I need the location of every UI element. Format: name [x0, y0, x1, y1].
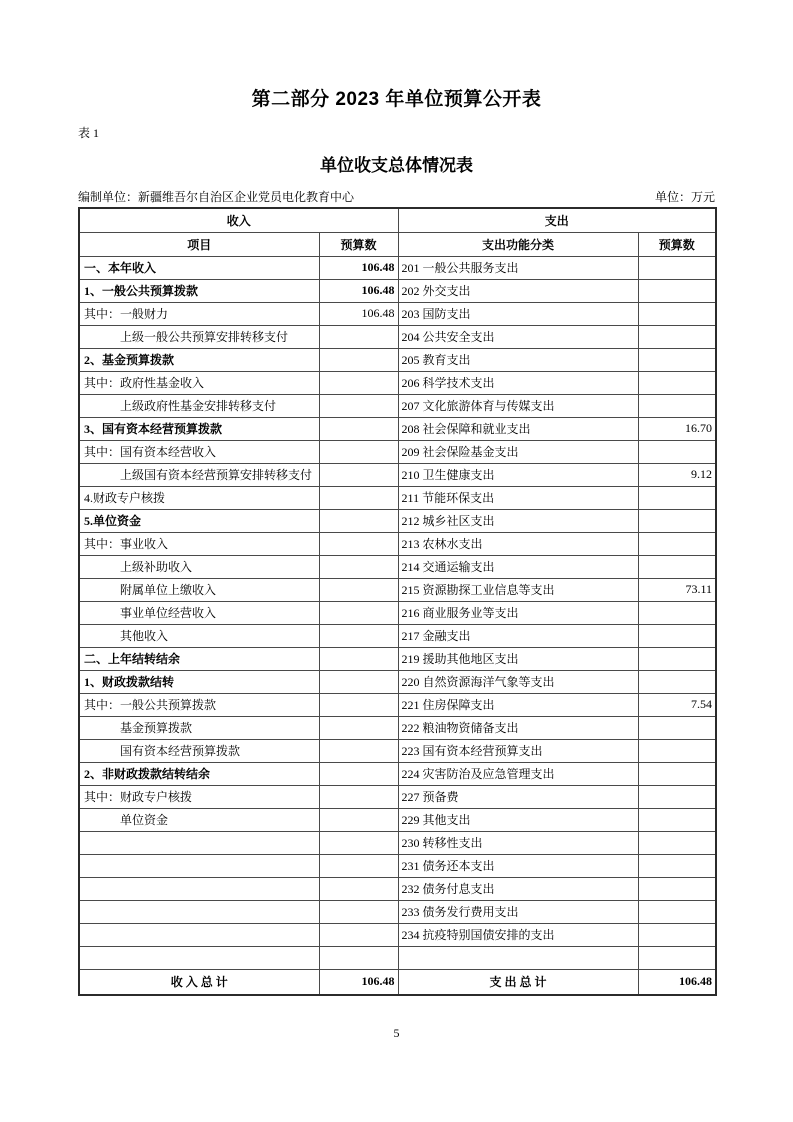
expense-category-cell: 203 国防支出	[398, 302, 638, 325]
income-budget-cell	[319, 946, 398, 969]
expense-category-cell: 219 援助其他地区支出	[398, 647, 638, 670]
income-budget-cell	[319, 440, 398, 463]
expense-budget-cell	[638, 831, 716, 854]
expense-category-cell: 209 社会保险基金支出	[398, 440, 638, 463]
income-budget-cell	[319, 463, 398, 486]
income-budget-cell	[319, 371, 398, 394]
income-budget-cell	[319, 578, 398, 601]
income-item-cell: 4.财政专户核拨	[79, 486, 319, 509]
expense-budget-cell	[638, 394, 716, 417]
total-row	[79, 969, 716, 995]
income-item-cell	[79, 946, 319, 969]
table-row	[79, 647, 716, 670]
expense-category-cell: 231 债务还本支出	[398, 854, 638, 877]
income-budget-cell: 106.48	[319, 256, 398, 279]
expense-category-cell: 211 节能环保支出	[398, 486, 638, 509]
expense-budget-cell	[638, 923, 716, 946]
income-budget-cell	[319, 394, 398, 417]
table-row	[79, 417, 716, 440]
expense-category-cell: 232 债务付息支出	[398, 877, 638, 900]
table-row	[79, 509, 716, 532]
income-budget-cell	[319, 716, 398, 739]
expense-category-cell: 221 住房保障支出	[398, 693, 638, 716]
table-row	[79, 716, 716, 739]
income-budget-cell	[319, 785, 398, 808]
income-item-cell	[79, 854, 319, 877]
income-item-cell: 其中：财政专户核拨	[79, 785, 319, 808]
expense-budget-cell	[638, 509, 716, 532]
income-item-cell: 1、财政拨款结转	[79, 670, 319, 693]
income-item-cell: 5.单位资金	[79, 509, 319, 532]
unit-note-label: 单位：万元	[654, 190, 715, 204]
expense-budget-cell	[638, 279, 716, 302]
expense-budget-cell	[638, 670, 716, 693]
expense-budget-cell	[638, 302, 716, 325]
income-budget-cell	[319, 693, 398, 716]
table-row	[79, 762, 716, 785]
expense-category-cell: 224 灾害防治及应急管理支出	[398, 762, 638, 785]
income-item-cell	[79, 831, 319, 854]
expense-total-value: 106.48	[638, 969, 716, 995]
expense-category-cell: 223 国有资本经营预算支出	[398, 739, 638, 762]
table-row	[79, 394, 716, 417]
expense-category-cell: 212 城乡社区支出	[398, 509, 638, 532]
income-budget-cell	[319, 647, 398, 670]
expense-budget-cell	[638, 854, 716, 877]
expense-budget-cell	[638, 601, 716, 624]
table-row	[79, 440, 716, 463]
expense-budget-cell	[638, 877, 716, 900]
income-budget-cell	[319, 808, 398, 831]
page-number: 5	[393, 1026, 400, 1040]
expense-budget-cell	[638, 762, 716, 785]
expense-category-cell: 213 农林水支出	[398, 532, 638, 555]
table-row	[79, 785, 716, 808]
income-item-cell: 2、非财政拨款结转结余	[79, 762, 319, 785]
income-budget-cell	[319, 900, 398, 923]
table-row	[79, 900, 716, 923]
expense-category-cell: 227 预备费	[398, 785, 638, 808]
income-item-cell: 上级国有资本经营预算安排转移支付	[79, 463, 319, 486]
income-total-label: 收 入 总 计	[79, 969, 319, 995]
expense-budget-cell	[638, 486, 716, 509]
income-item-cell: 其中：事业收入	[79, 532, 319, 555]
income-budget-cell	[319, 670, 398, 693]
expense-budget-cell	[638, 555, 716, 578]
expense-category-cell: 233 债务发行费用支出	[398, 900, 638, 923]
expense-budget-cell: 7.54	[638, 693, 716, 716]
income-item-cell: 上级政府性基金安排转移支付	[79, 394, 319, 417]
expense-budget-cell	[638, 371, 716, 394]
income-item-cell	[79, 900, 319, 923]
income-item-cell: 基金预算拨款	[79, 716, 319, 739]
expense-total-label: 支 出 总 计	[398, 969, 638, 995]
expense-budget-cell	[638, 808, 716, 831]
table-row	[79, 946, 716, 969]
expense-category-cell: 216 商业服务业等支出	[398, 601, 638, 624]
table-title: 单位收支总体情况表	[320, 156, 473, 175]
income-budget-cell	[319, 486, 398, 509]
income-budget-cell	[319, 739, 398, 762]
prepared-by-label: 编制单位：新疆维吾尔自治区企业党员电化教育中心	[78, 190, 355, 204]
expense-category-cell	[398, 946, 638, 969]
expense-category-cell: 229 其他支出	[398, 808, 638, 831]
income-budget-cell	[319, 601, 398, 624]
column-header-row	[79, 232, 716, 256]
table-row	[79, 670, 716, 693]
expense-section-header: 支出	[398, 208, 716, 232]
expense-budget-cell	[638, 440, 716, 463]
income-budget-cell	[319, 854, 398, 877]
expense-category-cell: 214 交通运输支出	[398, 555, 638, 578]
table-row	[79, 624, 716, 647]
table-row	[79, 302, 716, 325]
income-item-cell	[79, 923, 319, 946]
table-meta-row	[78, 188, 715, 205]
income-item-cell: 二、上年结转结余	[79, 647, 319, 670]
income-item-cell: 附属单位上缴收入	[79, 578, 319, 601]
expense-category-cell: 205 教育支出	[398, 348, 638, 371]
income-budget-cell: 106.48	[319, 302, 398, 325]
income-budget-cell	[319, 509, 398, 532]
expense-budget-cell	[638, 900, 716, 923]
section-header-row	[79, 208, 716, 232]
expense-budget-cell	[638, 532, 716, 555]
income-item-cell: 其中：一般公共预算拨款	[79, 693, 319, 716]
expense-budget-cell	[638, 946, 716, 969]
expense-category-cell: 230 转移性支出	[398, 831, 638, 854]
income-item-cell	[79, 877, 319, 900]
expense-budget-cell	[638, 785, 716, 808]
income-item-cell: 其他收入	[79, 624, 319, 647]
income-item-cell: 事业单位经营收入	[79, 601, 319, 624]
income-item-cell: 上级补助收入	[79, 555, 319, 578]
income-budget-cell	[319, 762, 398, 785]
expense-category-cell: 207 文化旅游体育与传媒支出	[398, 394, 638, 417]
income-item-cell: 单位资金	[79, 808, 319, 831]
col-header-expense-budget: 预算数	[638, 232, 716, 256]
expense-category-cell: 210 卫生健康支出	[398, 463, 638, 486]
table-row	[79, 693, 716, 716]
income-item-cell: 其中：国有资本经营收入	[79, 440, 319, 463]
expense-category-cell: 220 自然资源海洋气象等支出	[398, 670, 638, 693]
budget-summary-table	[78, 207, 717, 996]
col-header-income-budget: 预算数	[319, 232, 398, 256]
expense-budget-cell	[638, 624, 716, 647]
income-budget-cell: 106.48	[319, 279, 398, 302]
table-row	[79, 601, 716, 624]
expense-budget-cell	[638, 739, 716, 762]
income-budget-cell	[319, 624, 398, 647]
income-item-cell: 一、本年收入	[79, 256, 319, 279]
income-budget-cell	[319, 555, 398, 578]
income-budget-cell	[319, 348, 398, 371]
income-budget-cell	[319, 325, 398, 348]
col-header-expense-category: 支出功能分类	[398, 232, 638, 256]
income-item-cell: 其中：政府性基金收入	[79, 371, 319, 394]
table-row	[79, 831, 716, 854]
expense-budget-cell: 9.12	[638, 463, 716, 486]
expense-budget-cell	[638, 325, 716, 348]
table-row	[79, 739, 716, 762]
income-budget-cell	[319, 831, 398, 854]
table-row	[79, 325, 716, 348]
table-row	[79, 463, 716, 486]
expense-budget-cell: 16.70	[638, 417, 716, 440]
expense-budget-cell	[638, 647, 716, 670]
expense-category-cell: 202 外交支出	[398, 279, 638, 302]
expense-category-cell: 234 抗疫特别国债安排的支出	[398, 923, 638, 946]
expense-budget-cell	[638, 348, 716, 371]
table-row	[79, 256, 716, 279]
expense-budget-cell	[638, 256, 716, 279]
expense-category-cell: 201 一般公共服务支出	[398, 256, 638, 279]
expense-category-cell: 222 粮油物资储备支出	[398, 716, 638, 739]
table-row	[79, 486, 716, 509]
income-item-cell: 国有资本经营预算拨款	[79, 739, 319, 762]
income-item-cell: 2、基金预算拨款	[79, 348, 319, 371]
table-row	[79, 555, 716, 578]
table-row	[79, 808, 716, 831]
income-budget-cell	[319, 877, 398, 900]
income-item-cell: 3、国有资本经营预算拨款	[79, 417, 319, 440]
table-row	[79, 279, 716, 302]
table-row	[79, 854, 716, 877]
income-item-cell: 1、一般公共预算拨款	[79, 279, 319, 302]
income-item-cell: 上级一般公共预算安排转移支付	[79, 325, 319, 348]
table-row	[79, 923, 716, 946]
table-row	[79, 348, 716, 371]
table-row	[79, 578, 716, 601]
expense-category-cell: 204 公共安全支出	[398, 325, 638, 348]
table-row	[79, 877, 716, 900]
income-section-header: 收入	[79, 208, 398, 232]
income-budget-cell	[319, 532, 398, 555]
table-row	[79, 532, 716, 555]
income-total-value: 106.48	[319, 969, 398, 995]
expense-budget-cell	[638, 716, 716, 739]
expense-category-cell: 208 社会保障和就业支出	[398, 417, 638, 440]
income-budget-cell	[319, 417, 398, 440]
expense-category-cell: 217 金融支出	[398, 624, 638, 647]
income-budget-cell	[319, 923, 398, 946]
table-row	[79, 371, 716, 394]
income-item-cell: 其中：一般财力	[79, 302, 319, 325]
table-number-label: 表 1	[78, 126, 100, 140]
expense-category-cell: 215 资源勘探工业信息等支出	[398, 578, 638, 601]
col-header-item: 项目	[79, 232, 319, 256]
expense-category-cell: 206 科学技术支出	[398, 371, 638, 394]
expense-budget-cell: 73.11	[638, 578, 716, 601]
document-title: 第二部分 2023 年单位预算公开表	[251, 89, 542, 110]
